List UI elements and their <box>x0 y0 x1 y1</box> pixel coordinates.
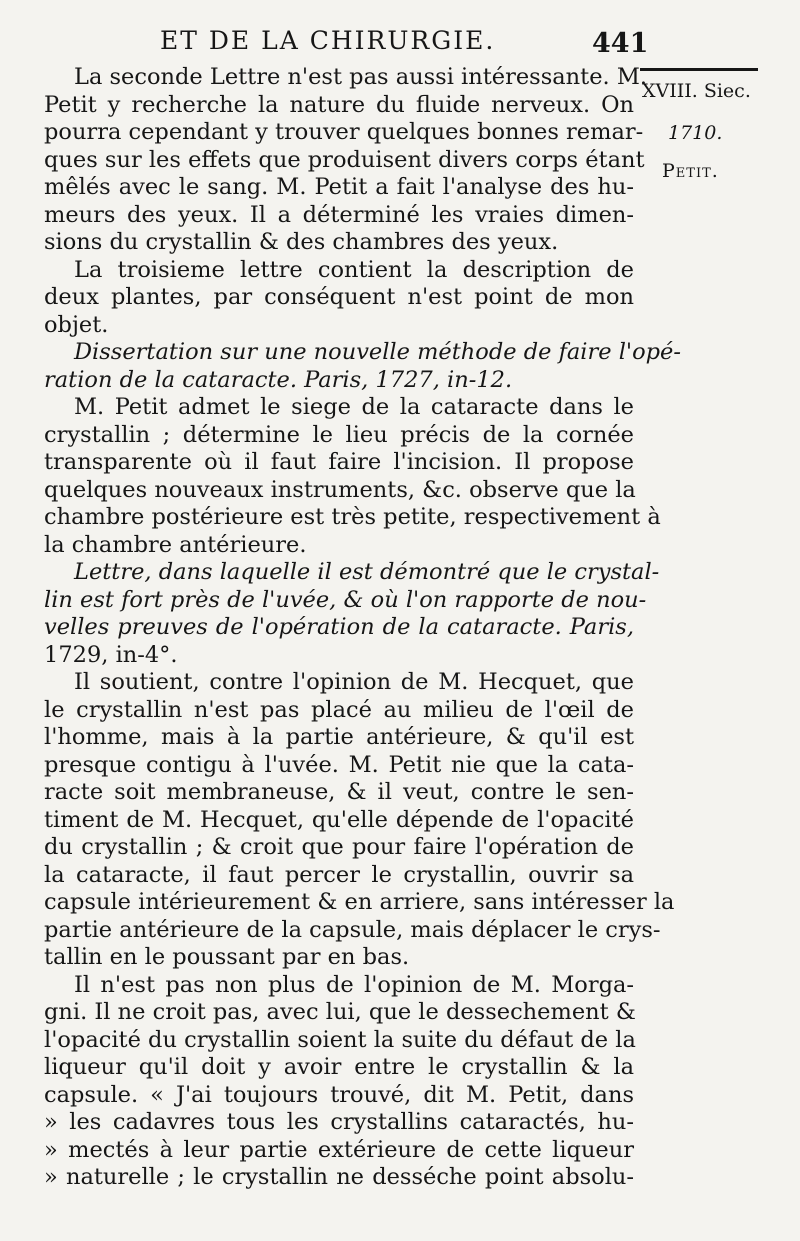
text-line: l'homme, mais à la partie antérieure, & qu'il est <box>44 724 634 750</box>
text-line: capsule. « J'ai toujours trouvé, dit M. Petit, dans <box>44 1081 634 1108</box>
bibliography-title-line: lin est fort près de l'uvée, & où l'on rapporte de nou- <box>44 586 647 613</box>
text-line: gni. Il ne croit pas, avec lui, que le dessechement & <box>44 999 636 1025</box>
text-line: ques sur les effets que produisent divers corps étant <box>44 146 645 173</box>
bibliography-title-line: ration de la cataracte. Paris, 1727, in-12. <box>44 366 513 393</box>
text-line: timent de M. Hecquet, qu'elle dépende de l'opacité <box>44 806 634 833</box>
text-line: quelques nouveaux instruments, &c. observe que la <box>44 476 636 503</box>
header-rule <box>640 68 758 71</box>
text-line: l'opacité du crystallin soient la suite du défaut de la <box>44 1026 636 1053</box>
text-line: la cataracte, il faut percer le crystallin, ouvrir sa <box>44 861 634 888</box>
bibliography-title-line: velles preuves de l'opération de la cataracte. Paris, <box>44 614 634 640</box>
text-line: du crystallin ; & croit que pour faire l'opération de <box>44 834 634 860</box>
running-head: ET DE LA CHIRURGIE. <box>160 26 496 55</box>
quotation-line: » naturelle ; le crystallin ne desséche point absolu- <box>44 1164 634 1190</box>
text-line: liqueur qu'il doit y avoir entre le crystallin & la <box>44 1054 634 1080</box>
text-line: La troisieme lettre contient la description de <box>74 256 634 283</box>
text-line: transparente où il faut faire l'incision. Il propose <box>44 449 634 475</box>
margin-note-author: Petit. <box>662 160 719 182</box>
quotation-line: » mectés à leur partie extérieure de cette liqueur <box>44 1136 634 1163</box>
text-line: sions du crystallin & des chambres des yeux. <box>44 229 559 255</box>
text-line: le crystallin n'est pas placé au milieu de l'œil de <box>44 696 634 723</box>
text-line: mêlés avec le sang. M. Petit a fait l'analyse des hu- <box>44 174 634 200</box>
text-line: La seconde Lettre n'est pas aussi intéressante. M. <box>74 64 648 90</box>
text-line: partie antérieure de la capsule, mais déplacer le crys- <box>44 916 661 943</box>
text-line: objet. <box>44 311 109 338</box>
text-line: crystallin ; détermine le lieu précis de la cornée <box>44 421 634 448</box>
body-text <box>44 64 681 1192</box>
quotation-line: » les cadavres tous les crystallins cataractés, hu- <box>44 1109 634 1135</box>
bibliography-title-line: Dissertation sur une nouvelle méthode de faire l'opé- <box>74 339 681 365</box>
margin-note-year: 1710. <box>668 122 723 144</box>
margin-note-century: XVIII. Siec. <box>642 80 751 102</box>
text-line: Il soutient, contre l'opinion de M. Hecquet, que <box>74 669 634 695</box>
text-line: M. Petit admet le siege de la cataracte dans le <box>74 394 634 420</box>
text-line: meurs des yeux. Il a déterminé les vraies dimen- <box>44 201 634 228</box>
text-line: pourra cependant y trouver quelques bonnes remar- <box>44 119 644 145</box>
text-line: racte soit membraneuse, & il veut, contre le sen- <box>44 779 634 805</box>
bibliography-title-line: Lettre, dans laquelle il est démontré que le crystal- <box>74 559 660 585</box>
text-line: deux plantes, par conséquent n'est point de mon <box>44 284 634 310</box>
text-line: capsule intérieurement & en arriere, sans intéresser la <box>44 889 675 915</box>
bibliography-title-line: 1729, in-4°. <box>44 641 178 668</box>
text-line: la chambre antérieure. <box>44 531 307 558</box>
text-line: presque contigu à l'uvée. M. Petit nie que la cata- <box>44 751 634 778</box>
text-line: chambre postérieure est très petite, respectivement à <box>44 504 661 530</box>
text-line: tallin en le poussant par en bas. <box>44 944 410 970</box>
text-line: Il n'est pas non plus de l'opinion de M. Morga- <box>74 971 634 998</box>
page-number: 441 <box>592 28 649 59</box>
text-line: Petit y recherche la nature du fluide nerveux. On <box>44 91 634 118</box>
